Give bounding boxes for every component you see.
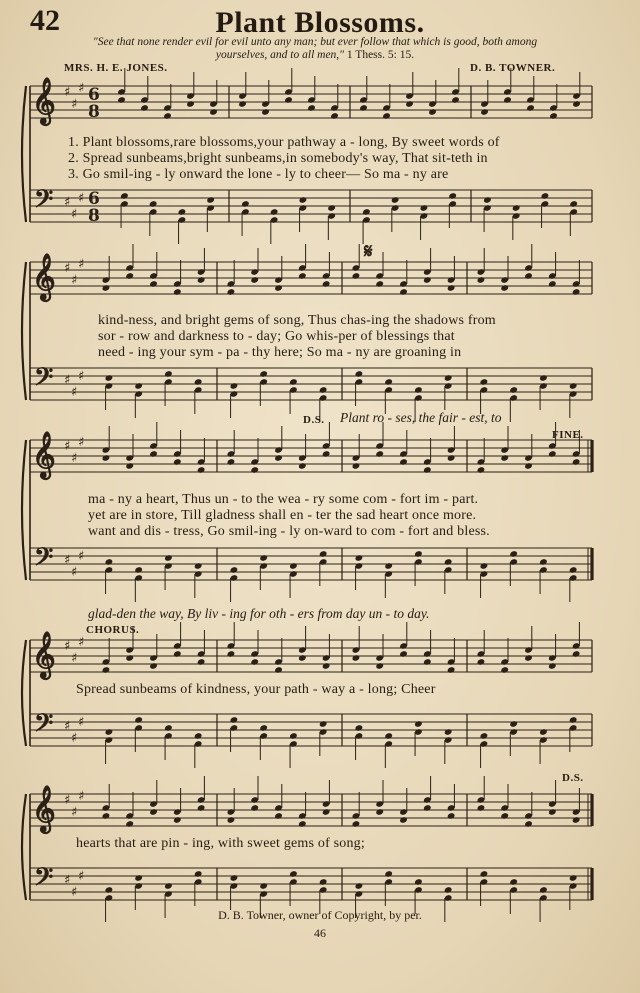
notehead	[149, 808, 158, 816]
ds-lyric: Plant ro - ses, the fair - est, to	[340, 410, 502, 425]
notehead	[227, 288, 236, 296]
notehead	[238, 100, 247, 108]
chorus-line-2: hearts that are pin - ing, with sweet gems of song;	[76, 836, 365, 851]
notehead	[259, 724, 268, 732]
notehead	[227, 650, 236, 658]
key-signature-sharp: ♯	[71, 651, 78, 666]
ds-verse: glad-den the way, By liv - ing for oth - ers from day un - to day.	[88, 606, 430, 621]
notehead	[197, 276, 206, 284]
notehead	[548, 808, 557, 816]
notehead	[447, 454, 456, 462]
notehead	[569, 382, 578, 390]
notehead	[503, 96, 512, 104]
notehead	[259, 882, 268, 890]
notehead	[477, 276, 486, 284]
notehead	[322, 280, 331, 288]
notehead	[284, 96, 293, 104]
notehead	[512, 204, 521, 212]
notehead	[477, 804, 486, 812]
time-signature-top: 6	[88, 189, 100, 209]
notehead	[451, 96, 460, 104]
notehead	[384, 732, 393, 740]
notehead	[423, 276, 432, 284]
notehead	[250, 658, 259, 666]
notehead	[134, 874, 143, 882]
system-brace	[22, 86, 26, 222]
notehead	[186, 100, 195, 108]
bass-clef: 𝄢	[34, 363, 54, 398]
treble-clef: 𝄞	[32, 631, 56, 678]
bass-clef: 𝄢	[34, 863, 54, 898]
notehead	[102, 666, 111, 674]
notehead	[352, 272, 361, 280]
notehead	[414, 386, 423, 394]
notehead	[259, 554, 268, 562]
notehead	[539, 728, 548, 736]
notehead	[173, 288, 182, 296]
notehead	[270, 208, 279, 216]
composer-credit: D. B. TOWNER.	[470, 62, 556, 74]
notehead	[164, 554, 173, 562]
notehead	[164, 882, 173, 890]
key-signature-sharp: ♯	[71, 731, 78, 746]
key-signature-sharp: ♯	[71, 885, 78, 900]
notehead	[375, 450, 384, 458]
notehead	[500, 666, 509, 674]
notehead	[230, 566, 239, 574]
notehead	[480, 562, 489, 570]
key-signature-sharp: ♯	[71, 385, 78, 400]
notehead	[230, 874, 239, 882]
notehead	[444, 558, 453, 566]
notehead	[194, 378, 203, 386]
notehead	[549, 112, 558, 120]
notehead	[423, 466, 432, 474]
key-signature-sharp: ♯	[64, 261, 71, 276]
notehead	[362, 208, 371, 216]
notehead	[117, 96, 126, 104]
key-signature-sharp: ♯	[78, 549, 85, 564]
system-brace	[22, 262, 26, 400]
notehead	[319, 720, 328, 728]
lyricist-credit: MRS. H. E. JONES.	[64, 62, 168, 74]
notehead	[352, 820, 361, 828]
key-signature-sharp: ♯	[71, 97, 78, 112]
notehead	[230, 382, 239, 390]
notehead	[477, 466, 486, 474]
key-signature-sharp: ♯	[71, 565, 78, 580]
key-signature-sharp: ♯	[64, 719, 71, 734]
key-signature-sharp: ♯	[78, 435, 85, 450]
notehead	[448, 192, 457, 200]
notehead	[298, 462, 307, 470]
notehead	[105, 374, 114, 382]
verse-3-line-3: want and dis - tress, Go smil-ing - ly on-ward to com - fort and bless.	[88, 524, 490, 539]
notehead	[322, 808, 331, 816]
ds-end-marking: D.S.	[562, 772, 584, 784]
notehead	[548, 662, 557, 670]
notehead	[414, 720, 423, 728]
notehead	[355, 370, 364, 378]
notehead	[524, 820, 533, 828]
notehead	[375, 662, 384, 670]
segno-sign: 𝄋	[364, 239, 373, 263]
notehead	[569, 716, 578, 724]
bass-clef: 𝄢	[34, 709, 54, 744]
notehead	[428, 108, 437, 116]
epigraph-reference: 1 Thess. 5: 15.	[346, 49, 415, 61]
notehead	[352, 462, 361, 470]
treble-clef: 𝄞	[32, 77, 56, 124]
notehead	[382, 112, 391, 120]
notehead	[524, 654, 533, 662]
notehead	[391, 196, 400, 204]
chorus-label: CHORUS.	[86, 624, 140, 636]
key-signature-sharp: ♯	[64, 195, 71, 210]
notehead	[134, 382, 143, 390]
notehead	[298, 654, 307, 662]
notehead	[526, 104, 535, 112]
notehead	[447, 284, 456, 292]
notehead	[509, 720, 518, 728]
time-signature-bottom: 8	[88, 206, 100, 226]
notehead	[163, 112, 172, 120]
bass-clef: 𝄢	[34, 185, 54, 220]
notehead	[509, 878, 518, 886]
notehead	[227, 458, 236, 466]
notehead	[194, 870, 203, 878]
key-signature-sharp: ♯	[78, 81, 85, 96]
notehead	[414, 878, 423, 886]
notehead	[509, 386, 518, 394]
notehead	[539, 886, 548, 894]
time-signature-top: 6	[88, 85, 100, 105]
notehead	[444, 728, 453, 736]
epigraph	[70, 36, 560, 62]
notehead	[197, 466, 206, 474]
key-signature-sharp: ♯	[64, 639, 71, 654]
ds-label: D.S.	[303, 414, 325, 426]
notehead	[355, 554, 364, 562]
notehead	[250, 804, 259, 812]
notehead	[105, 886, 114, 894]
notehead	[569, 566, 578, 574]
notehead	[444, 886, 453, 894]
notehead	[173, 458, 182, 466]
notehead	[444, 374, 453, 382]
key-signature-sharp: ♯	[64, 85, 71, 100]
key-signature-sharp: ♯	[78, 635, 85, 650]
notehead	[509, 550, 518, 558]
notehead	[289, 378, 298, 386]
key-signature-sharp: ♯	[78, 191, 85, 206]
verse-3-line-1: 3. Go smil-ing - ly onward the lone - ly to cheer— So ma - ny are	[68, 167, 449, 182]
notehead	[125, 654, 134, 662]
bass-clef: 𝄢	[34, 543, 54, 578]
notehead	[125, 820, 134, 828]
notehead	[197, 658, 206, 666]
notehead	[105, 728, 114, 736]
notehead	[299, 196, 308, 204]
notehead	[548, 280, 557, 288]
notehead	[572, 458, 581, 466]
key-signature-sharp: ♯	[78, 715, 85, 730]
notehead	[572, 288, 581, 296]
notehead	[125, 272, 134, 280]
verse-2-line-2: sor - row and darkness to - day; Go whis-per of blessings that	[98, 329, 455, 344]
key-signature-sharp: ♯	[78, 869, 85, 884]
notehead	[423, 658, 432, 666]
notehead	[274, 454, 283, 462]
notehead	[149, 450, 158, 458]
notehead	[149, 280, 158, 288]
notehead	[289, 562, 298, 570]
notehead	[230, 716, 239, 724]
time-signature-bottom: 8	[88, 102, 100, 122]
notehead	[319, 550, 328, 558]
notehead	[524, 272, 533, 280]
hymn-title: Plant Blossoms.	[215, 6, 425, 39]
notehead	[194, 732, 203, 740]
notehead	[102, 454, 111, 462]
notehead	[539, 558, 548, 566]
page-number: 42	[30, 4, 60, 37]
notehead	[164, 370, 173, 378]
notehead	[399, 650, 408, 658]
notehead	[250, 466, 259, 474]
notehead	[569, 200, 578, 208]
notehead	[289, 732, 298, 740]
key-signature-sharp: ♯	[64, 553, 71, 568]
notehead	[423, 804, 432, 812]
notehead	[322, 662, 331, 670]
notehead	[173, 816, 182, 824]
notehead	[105, 558, 114, 566]
notehead	[420, 204, 429, 212]
verse-1-line-1: 1. Plant blossoms,rare blossoms,your pathway a - long, By sweet words of	[68, 135, 500, 150]
notehead	[274, 284, 283, 292]
notehead	[539, 374, 548, 382]
notehead	[375, 808, 384, 816]
notehead	[274, 666, 283, 674]
key-signature-sharp: ♯	[64, 793, 71, 808]
notehead	[480, 108, 489, 116]
notehead	[319, 878, 328, 886]
verse-1-line-2: kind-ness, and bright gems of song, Thus chas-ing the shadows from	[98, 313, 496, 328]
notehead	[149, 662, 158, 670]
notehead	[259, 370, 268, 378]
notehead	[164, 724, 173, 732]
key-signature-sharp: ♯	[64, 439, 71, 454]
notehead	[405, 100, 414, 108]
notehead	[120, 192, 129, 200]
notehead	[261, 108, 270, 116]
copyright-footer: D. B. Towner, owner of Copyright, by per.	[218, 908, 422, 922]
notehead	[399, 288, 408, 296]
notehead	[134, 716, 143, 724]
notehead	[197, 804, 206, 812]
key-signature-sharp: ♯	[71, 273, 78, 288]
notehead	[178, 208, 187, 216]
epigraph-text: "See that none render evil for evil unto any man; but ever follow that which is good, both among yourselves, and to all men,"	[92, 36, 538, 61]
notehead	[319, 386, 328, 394]
notehead	[173, 650, 182, 658]
system-brace	[22, 640, 26, 746]
notehead	[477, 658, 486, 666]
notehead	[102, 284, 111, 292]
notehead	[480, 732, 489, 740]
notehead	[572, 650, 581, 658]
notehead	[274, 812, 283, 820]
notehead	[140, 104, 149, 112]
notehead	[298, 272, 307, 280]
notehead	[209, 108, 218, 116]
notehead	[194, 562, 203, 570]
notehead	[125, 462, 134, 470]
key-signature-sharp: ♯	[71, 805, 78, 820]
notehead	[149, 200, 158, 208]
system-brace	[22, 794, 26, 900]
treble-clef: 𝄞	[32, 431, 56, 478]
key-signature-sharp: ♯	[64, 873, 71, 888]
notehead	[480, 378, 489, 386]
notehead	[355, 882, 364, 890]
notehead	[241, 200, 250, 208]
notehead	[447, 666, 456, 674]
verse-3-line-2: need - ing your sym - pa - thy here; So ma - ny are groaning in	[98, 345, 462, 360]
fine-marking: FINE.	[552, 429, 584, 441]
notehead	[572, 100, 581, 108]
notehead	[572, 816, 581, 824]
verse-2-line-1: 2. Spread sunbeams,bright sunbeams,in somebody's way, That sit-teth in	[68, 151, 488, 166]
notehead	[483, 196, 492, 204]
notehead	[206, 196, 215, 204]
key-signature-sharp: ♯	[78, 369, 85, 384]
notehead	[399, 816, 408, 824]
notehead	[307, 104, 316, 112]
notehead	[327, 204, 336, 212]
notehead	[399, 458, 408, 466]
key-signature-sharp: ♯	[78, 789, 85, 804]
notehead	[524, 462, 533, 470]
notehead	[375, 280, 384, 288]
notehead	[384, 378, 393, 386]
notehead	[330, 112, 339, 120]
notehead	[414, 550, 423, 558]
notehead	[355, 724, 364, 732]
verse-2-line-3: yet are in store, Till gladness shall en - ter the sad heart once more.	[88, 508, 477, 523]
notehead	[102, 812, 111, 820]
notehead	[227, 816, 236, 824]
key-signature-sharp: ♯	[71, 451, 78, 466]
notehead	[384, 562, 393, 570]
notehead	[500, 454, 509, 462]
footer-page-number: 46	[314, 926, 326, 940]
notehead	[298, 820, 307, 828]
chorus-line-1: Spread sunbeams of kindness, your path - way a - long; Cheer	[76, 682, 436, 697]
notehead	[548, 450, 557, 458]
notehead	[569, 874, 578, 882]
notehead	[480, 870, 489, 878]
notehead	[500, 284, 509, 292]
key-signature-sharp: ♯	[71, 207, 78, 222]
notehead	[359, 104, 368, 112]
verse-1-line-3: ma - ny a heart, Thus un - to the wea - ry some com - fort im - part.	[88, 492, 479, 507]
notehead	[541, 192, 550, 200]
system-brace	[22, 440, 26, 580]
notehead	[289, 870, 298, 878]
notehead	[447, 812, 456, 820]
key-signature-sharp: ♯	[64, 373, 71, 388]
treble-clef: 𝄞	[32, 785, 56, 832]
notehead	[384, 870, 393, 878]
notehead	[250, 276, 259, 284]
notehead	[500, 812, 509, 820]
notehead	[134, 566, 143, 574]
treble-clef: 𝄞	[32, 253, 56, 300]
notehead	[352, 654, 361, 662]
notehead	[322, 450, 331, 458]
key-signature-sharp: ♯	[78, 257, 85, 272]
